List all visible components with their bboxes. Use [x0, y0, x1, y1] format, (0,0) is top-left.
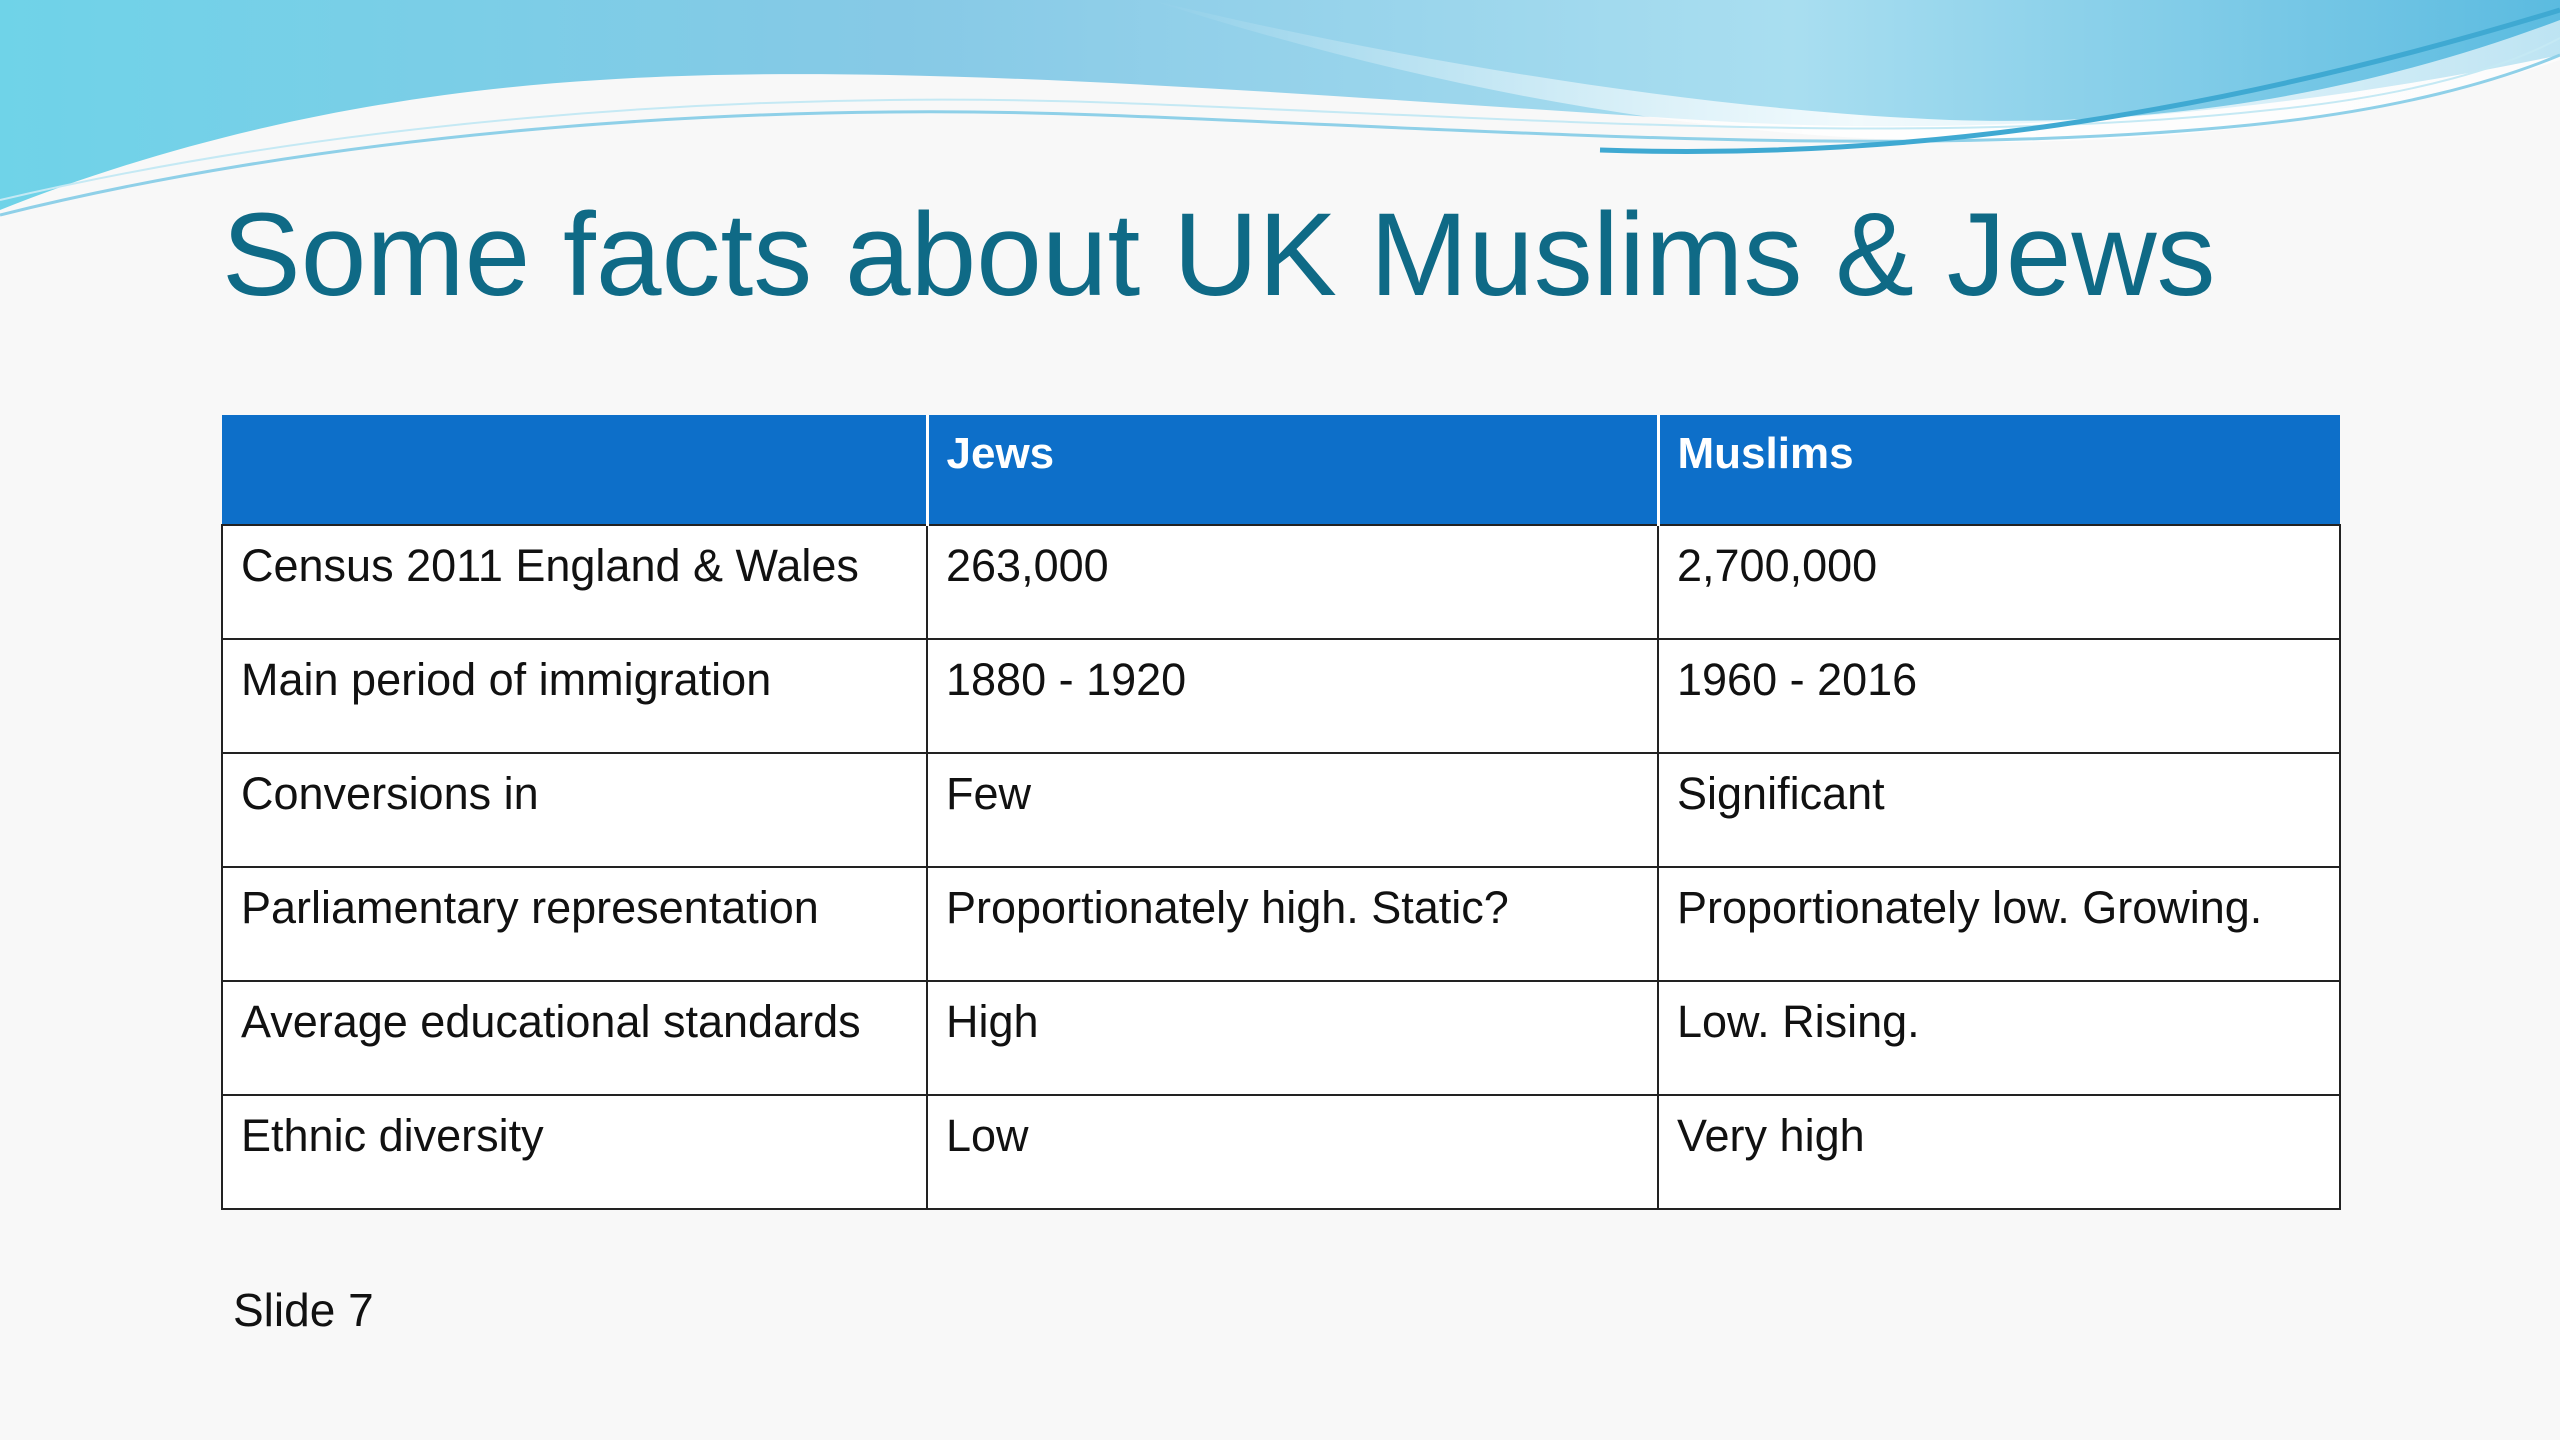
cell-jews: Low [927, 1095, 1658, 1209]
table-row [222, 753, 2340, 867]
slide-number: Slide 7 [233, 1284, 374, 1336]
slide-title: Some facts about UK Muslims & Jews [222, 189, 2216, 321]
cell-jews: 1880 - 1920 [927, 639, 1658, 753]
row-label: Census 2011 England & Wales [222, 525, 927, 639]
cell-muslims: 1960 - 2016 [1658, 639, 2340, 753]
cell-jews: Few [927, 753, 1658, 867]
header-cell-jews: Jews [927, 415, 1658, 525]
row-label: Parliamentary representation [222, 867, 927, 981]
header-cell-label [222, 415, 927, 525]
cell-muslims: Low. Rising. [1658, 981, 2340, 1095]
table-row [222, 639, 2340, 753]
table-header-row [222, 415, 2340, 525]
row-label: Conversions in [222, 753, 927, 867]
row-label: Average educational standards [222, 981, 927, 1095]
cell-muslims: 2,700,000 [1658, 525, 2340, 639]
cell-muslims: Proportionately low. Growing. [1658, 867, 2340, 981]
cell-jews: Proportionately high. Static? [927, 867, 1658, 981]
table-row [222, 981, 2340, 1095]
table-row [222, 525, 2340, 639]
cell-muslims: Very high [1658, 1095, 2340, 1209]
cell-jews: High [927, 981, 1658, 1095]
facts-table [221, 415, 2341, 1210]
cell-muslims: Significant [1658, 753, 2340, 867]
row-label: Main period of immigration [222, 639, 927, 753]
row-label: Ethnic diversity [222, 1095, 927, 1209]
header-cell-muslims: Muslims [1658, 415, 2340, 525]
table-row [222, 1095, 2340, 1209]
table-row [222, 867, 2340, 981]
cell-jews: 263,000 [927, 525, 1658, 639]
